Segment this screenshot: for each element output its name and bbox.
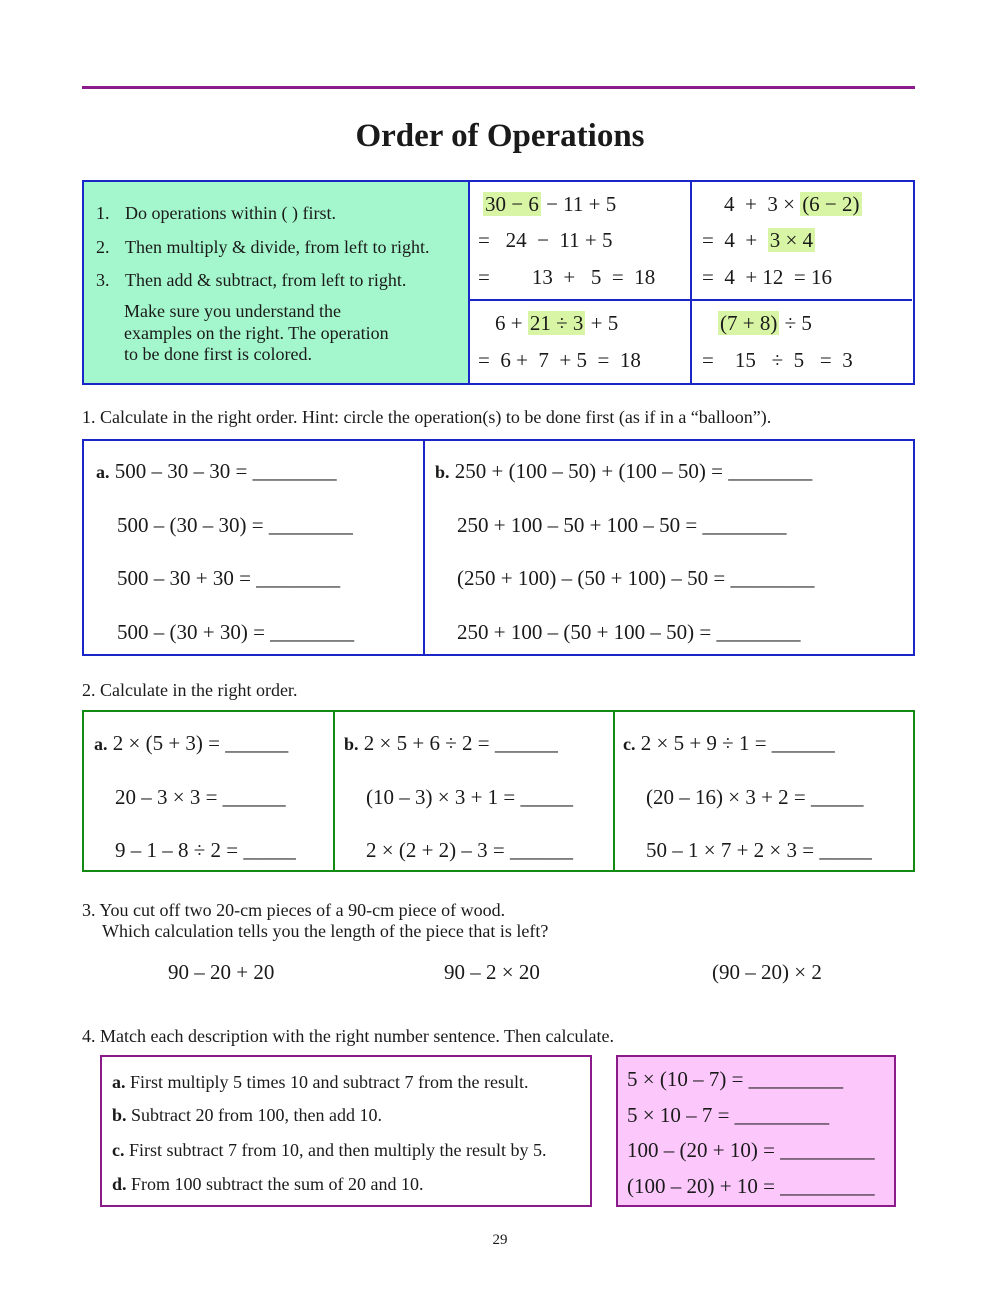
problem-item: 250 + 100 – (50 + 100 – 50) = ________ bbox=[457, 620, 801, 644]
description-item[interactable]: d. From 100 subtract the sum of 20 and 10. bbox=[112, 1174, 424, 1194]
problem-item: (10 – 3) × 3 + 1 = _____ bbox=[366, 785, 574, 809]
example-line: = 4 + 12 = 16 bbox=[702, 265, 833, 289]
problem-item: a. 500 – 30 – 30 = ________ bbox=[96, 459, 337, 483]
answer-choice[interactable]: 90 – 20 + 20 bbox=[168, 960, 275, 984]
example-line: 30 − 6 − 11 + 5 bbox=[485, 192, 617, 216]
question-2a-column bbox=[84, 712, 335, 870]
rule-note-line: Make sure you understand the bbox=[124, 301, 341, 321]
example-cell bbox=[468, 182, 692, 301]
problem-item: 500 – (30 – 30) = ________ bbox=[117, 513, 353, 537]
question-3-prompt-line2: Which calculation tells you the length of the piece that is left? bbox=[102, 921, 549, 941]
number-sentence[interactable]: 100 – (20 + 10) = _________ bbox=[627, 1138, 875, 1162]
number-sentence[interactable]: 5 × (10 – 7) = _________ bbox=[627, 1067, 844, 1091]
question-2c-column bbox=[615, 712, 913, 870]
description-item[interactable]: a. First multiply 5 times 10 and subtract 7 from the result. bbox=[112, 1072, 529, 1092]
example-line: = 4 + 3 × 4 bbox=[702, 228, 814, 252]
problem-item: 50 – 1 × 7 + 2 × 3 = _____ bbox=[646, 838, 872, 862]
problem-item: 9 – 1 – 8 ÷ 2 = _____ bbox=[115, 838, 296, 862]
question-1-prompt: 1. Calculate in the right order. Hint: circle the operation(s) to be done first (as if in a “balloon”). bbox=[82, 407, 772, 427]
example-line: 6 + 21 ÷ 3 + 5 bbox=[495, 311, 619, 335]
problem-item: b. 250 + (100 – 50) + (100 – 50) = ________ bbox=[435, 459, 813, 483]
example-line: = 6 + 7 + 5 = 18 bbox=[478, 348, 641, 372]
question-1b-column bbox=[425, 441, 913, 654]
problem-item: (250 + 100) – (50 + 100) – 50 = ________ bbox=[457, 566, 815, 590]
question-3-prompt: 3. You cut off two 20-cm pieces of a 90-cm piece of wood. bbox=[82, 900, 506, 920]
example-line: (7 + 8) ÷ 5 bbox=[720, 311, 812, 335]
descriptions-box bbox=[100, 1055, 592, 1207]
example-line: = 15 ÷ 5 = 3 bbox=[702, 348, 853, 372]
question-4-prompt: 4. Match each description with the right number sentence. Then calculate. bbox=[82, 1026, 614, 1046]
top-rule bbox=[82, 86, 915, 89]
example-line: = 13 + 5 = 18 bbox=[478, 265, 656, 289]
number-sentences-box bbox=[616, 1055, 896, 1207]
example-cell bbox=[692, 301, 912, 383]
example-cell bbox=[468, 301, 692, 383]
problem-item: 20 – 3 × 3 = ______ bbox=[115, 785, 286, 809]
description-item[interactable]: c. First subtract 7 from 10, and then multiply the result by 5. bbox=[112, 1140, 547, 1160]
problem-item: a. 2 × (5 + 3) = ______ bbox=[94, 731, 289, 755]
problem-item: 500 – 30 + 30 = ________ bbox=[117, 566, 341, 590]
rule-item: 2. Then multiply & divide, from left to right. bbox=[96, 237, 430, 257]
number-sentence[interactable]: (100 – 20) + 10 = _________ bbox=[627, 1174, 875, 1198]
page-title: Order of Operations bbox=[355, 118, 645, 154]
rule-item: 3. Then add & subtract, from left to right. bbox=[96, 270, 407, 290]
example-line: = 24 − 11 + 5 bbox=[478, 228, 613, 252]
rules-examples-box bbox=[82, 180, 915, 385]
problem-item: c. 2 × 5 + 9 ÷ 1 = ______ bbox=[623, 731, 835, 755]
page-number: 29 bbox=[492, 1232, 508, 1248]
problem-item: b. 2 × 5 + 6 ÷ 2 = ______ bbox=[344, 731, 558, 755]
problem-item: 2 × (2 + 2) – 3 = ______ bbox=[366, 838, 574, 862]
example-cell bbox=[692, 182, 912, 301]
question-2b-column bbox=[335, 712, 615, 870]
question-2-prompt: 2. Calculate in the right order. bbox=[82, 680, 298, 700]
rule-item: 1. Do operations within ( ) first. bbox=[96, 203, 336, 223]
question-1-box bbox=[82, 439, 915, 656]
question-1a-column bbox=[84, 441, 425, 654]
rule-note-line: to be done first is colored. bbox=[124, 344, 312, 364]
rule-note-line: examples on the right. The operation bbox=[124, 323, 389, 343]
problem-item: (20 – 16) × 3 + 2 = _____ bbox=[646, 785, 864, 809]
problem-item: 250 + 100 – 50 + 100 – 50 = ________ bbox=[457, 513, 787, 537]
description-item[interactable]: b. Subtract 20 from 100, then add 10. bbox=[112, 1105, 382, 1125]
problem-item: 500 – (30 + 30) = ________ bbox=[117, 620, 355, 644]
rules-panel bbox=[84, 182, 470, 383]
number-sentence[interactable]: 5 × 10 – 7 = _________ bbox=[627, 1103, 830, 1127]
answer-choice[interactable]: (90 – 20) × 2 bbox=[712, 960, 822, 984]
example-line: 4 + 3 × (6 − 2) bbox=[724, 192, 860, 216]
answer-choice[interactable]: 90 – 2 × 20 bbox=[444, 960, 540, 984]
question-2-box bbox=[82, 710, 915, 872]
